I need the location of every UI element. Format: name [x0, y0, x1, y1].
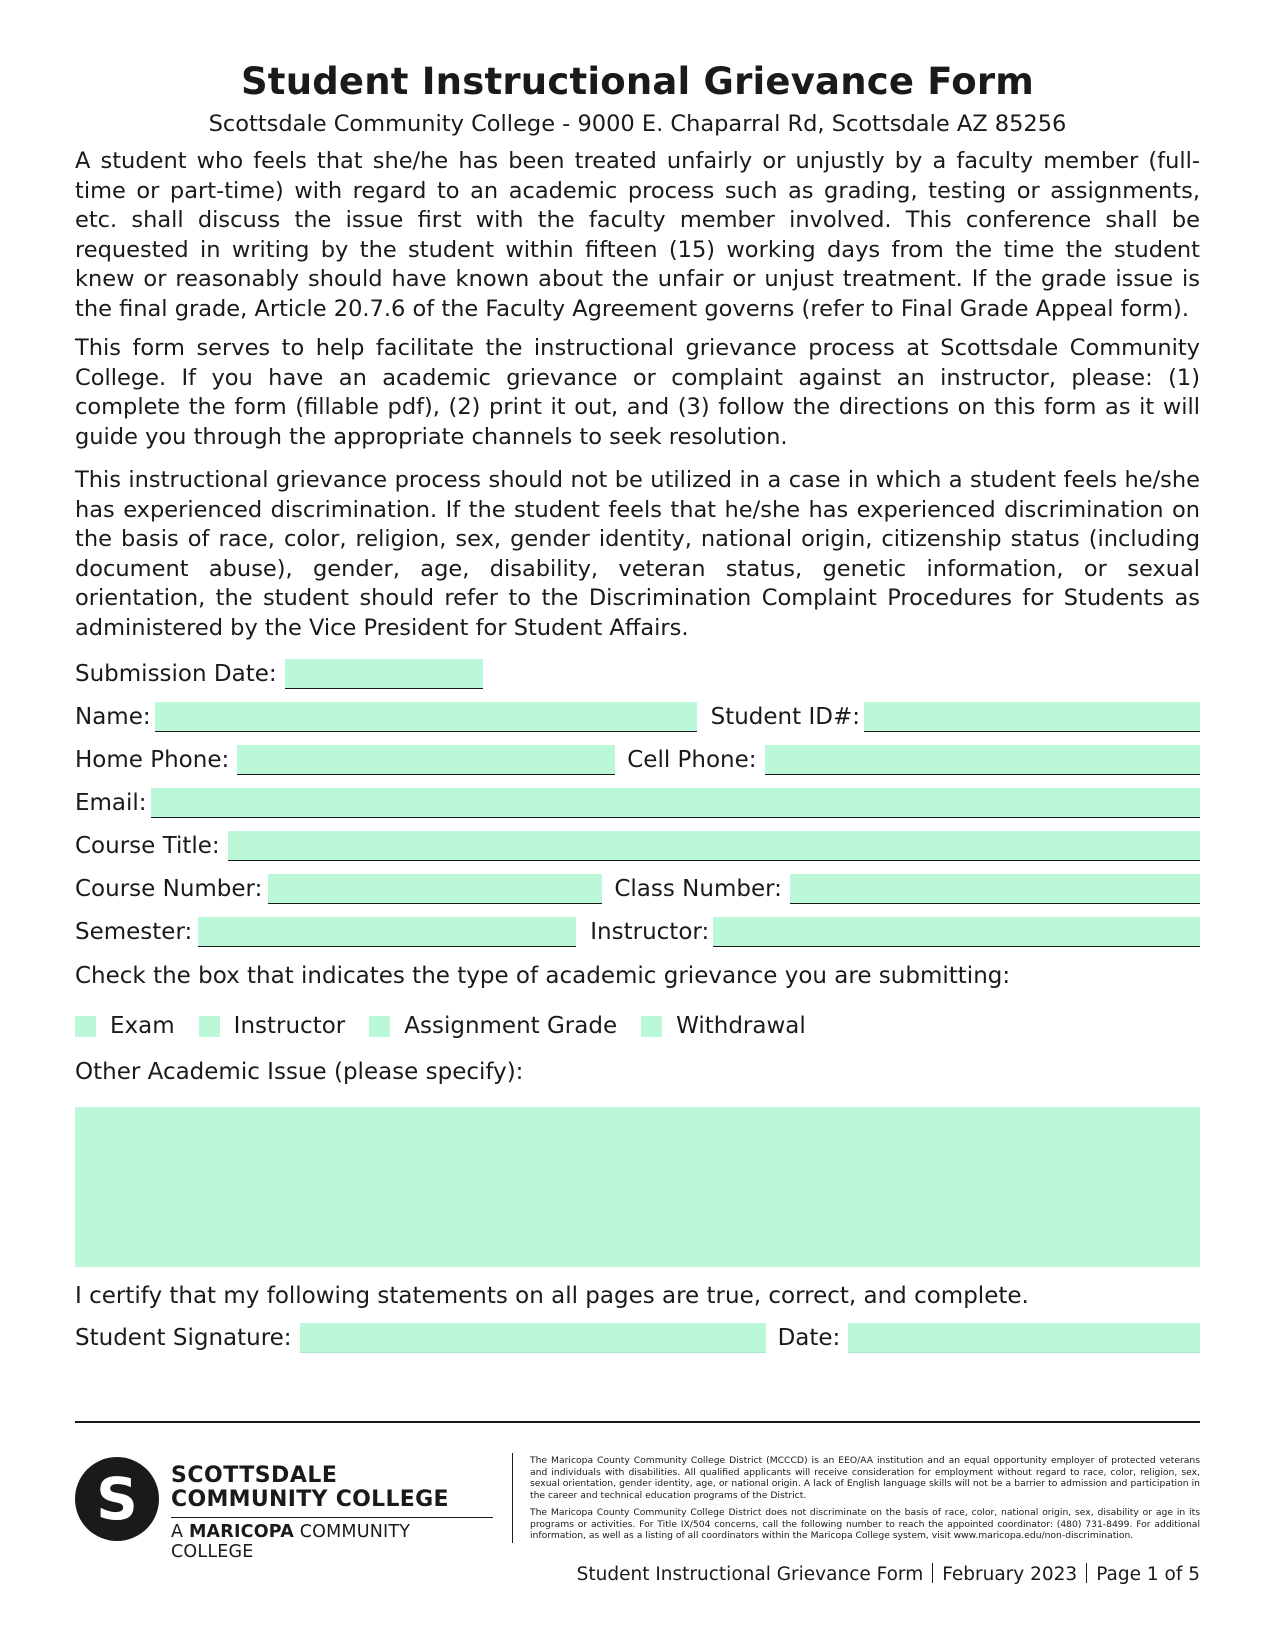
course-number-label: Course Number:	[75, 876, 263, 902]
course-title-field[interactable]	[228, 831, 1200, 861]
logo-line-2: COMMUNITY COLLEGE	[171, 1487, 449, 1512]
name-row	[75, 702, 1200, 732]
checkbox-box[interactable]	[369, 1016, 390, 1037]
semester-field[interactable]	[198, 917, 576, 947]
course-number-row	[75, 874, 1200, 904]
other-issue-textarea[interactable]	[75, 1107, 1200, 1267]
footer-form-name: Student Instructional Grievance Form	[576, 1564, 924, 1585]
footer-separator	[1086, 1563, 1087, 1583]
grievance-type-prompt: Check the box that indicates the type of academic grievance you are submitting:	[75, 963, 1011, 989]
submission-date-row	[75, 659, 1200, 689]
home-phone-field[interactable]	[237, 745, 615, 775]
email-field[interactable]	[151, 788, 1200, 818]
cell-phone-field[interactable]	[765, 745, 1200, 775]
home-phone-label: Home Phone:	[75, 747, 230, 773]
checkbox-exam[interactable]	[75, 1013, 175, 1039]
date-field[interactable]	[848, 1323, 1200, 1353]
certification-statement: I certify that my following statements on all pages are true, correct, and complete.	[75, 1283, 1029, 1309]
cell-phone-label: Cell Phone:	[627, 747, 757, 773]
student-id-label: Student ID#:	[710, 704, 860, 730]
checkbox-box[interactable]	[75, 1016, 96, 1037]
footer-date: February 2023	[942, 1564, 1078, 1585]
intro-paragraph-1: A student who feels that she/he has been treated unfairly or unjustly by a faculty member (full-time or part-time) with regard to an academic process such as grading, testing or assignments, etc. shall discuss the issue first with the faculty member involved. This conference shall be requested in writing by the student within fifteen (15) working days from the time the student knew or reasonably should have known about the unfair or unjust treatment. If the grade issue is the final grade, Article 20.7.6 of the Faculty Agreement governs (refer to Final Grade Appeal form).	[75, 148, 1200, 322]
name-label: Name:	[75, 704, 151, 730]
instructor-field[interactable]	[713, 917, 1200, 947]
checkbox-label: Exam	[110, 1013, 175, 1039]
class-number-label: Class Number:	[614, 876, 782, 902]
checkbox-label: Assignment Grade	[404, 1013, 618, 1039]
date-label: Date:	[777, 1325, 841, 1351]
semester-label: Semester:	[75, 919, 193, 945]
legal-notice-1: The Maricopa County Community College District (MCCCD) is an EEO/AA institution and an equal opportunity employer of protected veterans and individuals with disabilities. All qualified applicants will receive consideration for employment without regard to race, color, religion, sex, sexual orientation, gender identity, age, or national origin. A lack of English language skills will not be a barrier to admission and participation in the career and technical education programs of the District.	[530, 1455, 1200, 1501]
checkbox-box[interactable]	[199, 1016, 220, 1037]
checkbox-box[interactable]	[641, 1016, 662, 1037]
submission-date-label: Submission Date:	[75, 661, 277, 687]
signature-field[interactable]	[300, 1323, 766, 1353]
college-logo	[75, 1455, 495, 1562]
page-footer	[577, 1563, 1200, 1585]
logo-s-icon: S	[96, 1465, 138, 1533]
college-address: Scottsdale Community College - 9000 E. Chaparral Rd, Scottsdale AZ 85256	[208, 111, 1067, 137]
page-number: Page 1 of 5	[1096, 1564, 1200, 1585]
signature-label: Student Signature:	[75, 1325, 292, 1351]
course-number-field[interactable]	[268, 874, 602, 904]
checkbox-instructor[interactable]	[199, 1013, 346, 1039]
logo-line-3-a: A	[171, 1522, 189, 1542]
intro-paragraph-3: This instructional grievance process should not be utilized in a case in which a student feels he/she has experienced discrimination. If the student feels that he/she has experienced discrimination on the basis of race, color, religion, sex, gender identity, national origin, citizenship status (including document abuse), gender, age, disability, veteran status, genetic information, or sexual orientation, the student should refer to the Discrimination Complaint Procedures for Students as administered by the Vice President for Student Affairs.	[75, 467, 1200, 641]
checkbox-label: Instructor	[233, 1013, 346, 1039]
course-title-label: Course Title:	[75, 833, 220, 859]
logo-line-3-b: MARICOPA	[188, 1522, 294, 1542]
checkbox-withdrawal[interactable]	[641, 1013, 806, 1039]
logo-line-3	[171, 1522, 495, 1562]
page-title: Student Instructional Grievance Form	[240, 60, 1035, 103]
footer-separator	[932, 1563, 933, 1583]
logo-rule	[171, 1517, 493, 1518]
student-id-field[interactable]	[864, 702, 1200, 732]
intro-paragraph-2: This form serves to help facilitate the instructional grievance process at Scottsdale Community College. If you have an academic grievance or complaint against an instructor, please: (1) complete the form (fillable pdf), (2) print it out, and (3) follow the directions on this form as it will guide you through the appropriate channels to seek resolution.	[75, 335, 1200, 450]
semester-row	[75, 917, 1200, 947]
class-number-field[interactable]	[790, 874, 1200, 904]
legal-notice-2: The Maricopa County Community College District does not discriminate on the basis of race, color, national origin, sex, disability or age in its programs or activities. For Title IX/504 concerns, call the following number to reach the appointed coordinator: (480) 731-8499. For additional information, as well as a listing of all coordinators within the Maricopa College system, visit www.maricopa.edu/non-discrimination.	[530, 1507, 1200, 1541]
footer-vertical-divider	[512, 1453, 513, 1543]
signature-row	[75, 1323, 1200, 1353]
legal-notice	[530, 1455, 1200, 1548]
checkbox-assignment-grade[interactable]	[369, 1013, 617, 1039]
logo-line-3-c: COMMUNITY COLLEGE	[171, 1522, 411, 1562]
form-page	[75, 60, 1200, 1353]
instructor-label: Instructor:	[590, 919, 710, 945]
checkbox-label: Withdrawal	[676, 1013, 806, 1039]
footer-divider	[75, 1421, 1200, 1423]
other-issue-label: Other Academic Issue (please specify):	[75, 1059, 524, 1085]
email-label: Email:	[75, 790, 147, 816]
email-row	[75, 788, 1200, 818]
phone-row	[75, 745, 1200, 775]
course-title-row	[75, 831, 1200, 861]
grievance-type-checkboxes	[75, 1013, 1200, 1039]
name-field[interactable]	[155, 702, 697, 732]
logo-line-1: SCOTTSDALE	[171, 1463, 338, 1488]
submission-date-field[interactable]	[285, 659, 483, 689]
